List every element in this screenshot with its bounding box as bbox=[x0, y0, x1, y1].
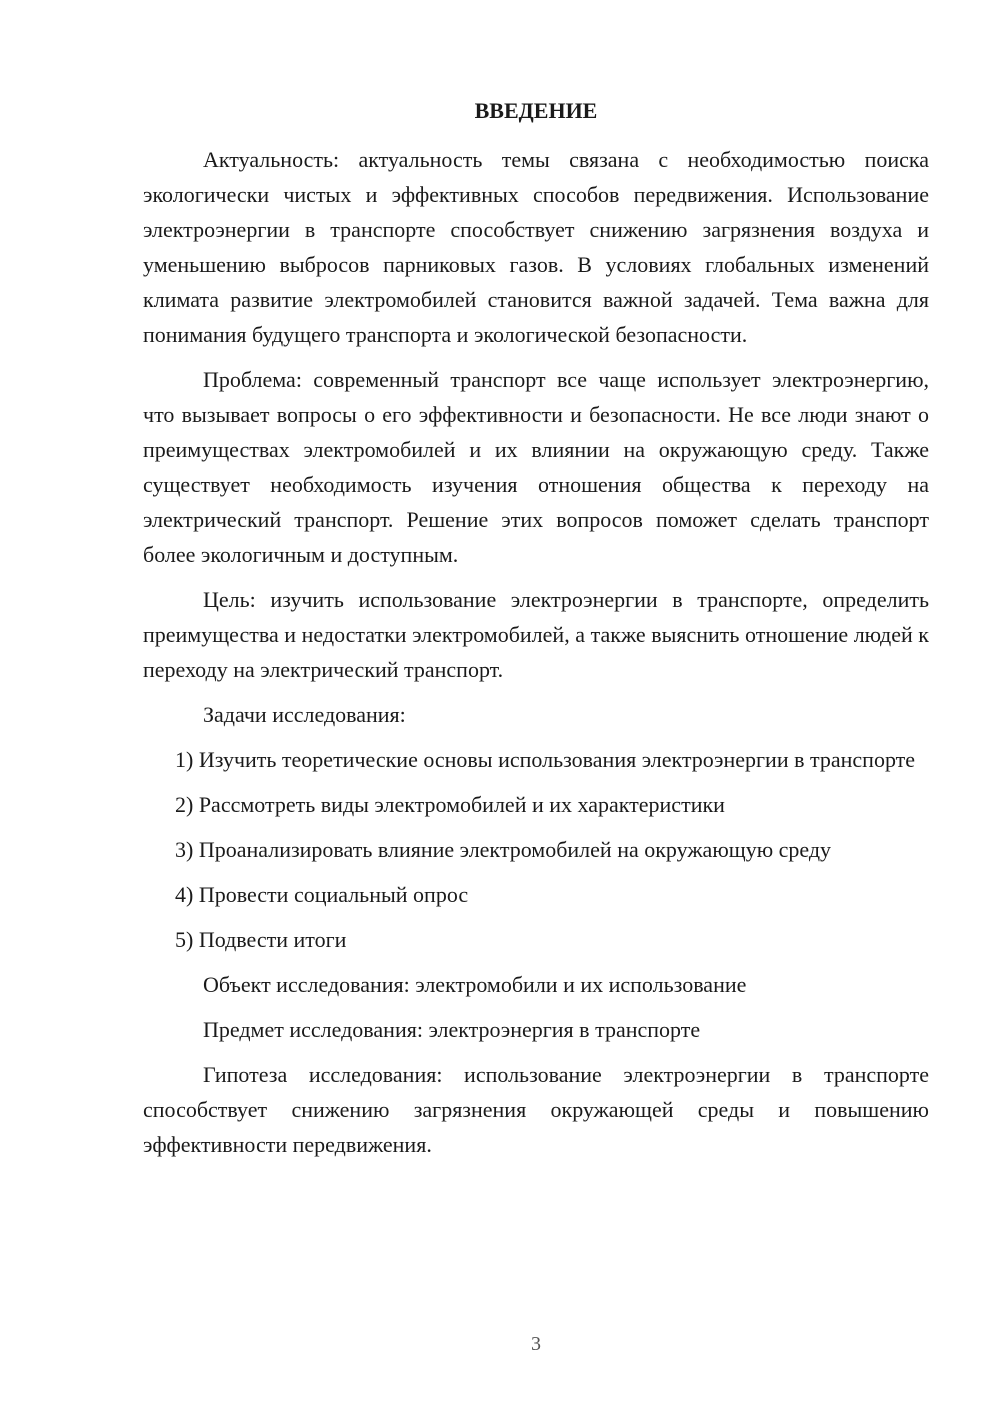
page-number: 3 bbox=[531, 1333, 541, 1355]
task-item-5: 5) Подвести итоги bbox=[175, 927, 347, 952]
task-item-3: 3) Проанализировать влияние электромобилей на окружающую среду bbox=[175, 837, 832, 862]
research-object: Объект исследования: электромобили и их использование bbox=[203, 972, 747, 997]
tasks-title: Задачи исследования: bbox=[203, 702, 406, 727]
document-heading: ВВЕДЕНИЕ bbox=[474, 98, 598, 123]
problem-paragraph: Проблема: современный транспорт все чаще использует электроэнергию, что вызывает вопросы о его эффективности и безопасности. Не все люди знают о преимуществах электромобилей и их влиянии на окружающую среду. Также существует необходимость изучения отношения общества к переходу на электрический транспорт. Решение этих вопросов поможет сделать транспорт более экологичным и доступным. bbox=[143, 367, 929, 567]
task-item-2: 2) Рассмотреть виды электромобилей и их характеристики bbox=[175, 792, 725, 817]
task-item-1: 1) Изучить теоретические основы использования электроэнергии в транспорте bbox=[175, 747, 916, 772]
research-subject: Предмет исследования: электроэнергия в транспорте bbox=[203, 1017, 701, 1042]
goal-paragraph: Цель: изучить использование электроэнергии в транспорте, определить преимущества и недостатки электромобилей, а также выяснить отношение людей к переходу на электрический транспорт. bbox=[143, 587, 929, 682]
research-hypothesis: Гипотеза исследования: использование электроэнергии в транспорте способствует снижению загрязнения окружающей среды и повышению эффективности передвижения. bbox=[143, 1062, 929, 1157]
document-body bbox=[143, 142, 929, 1172]
relevance-paragraph: Актуальность: актуальность темы связана с необходимостью поиска экологически чистых и эффективных способов передвижения. Использование электроэнергии в транспорте способствует снижению загрязнения воздуха и уменьшению выбросов парниковых газов. В условиях глобальных изменений климата развитие электромобилей становится важной задачей. Тема важна для понимания будущего транспорта и экологической безопасности. bbox=[143, 147, 929, 347]
task-item-4: 4) Провести социальный опрос bbox=[175, 882, 469, 907]
